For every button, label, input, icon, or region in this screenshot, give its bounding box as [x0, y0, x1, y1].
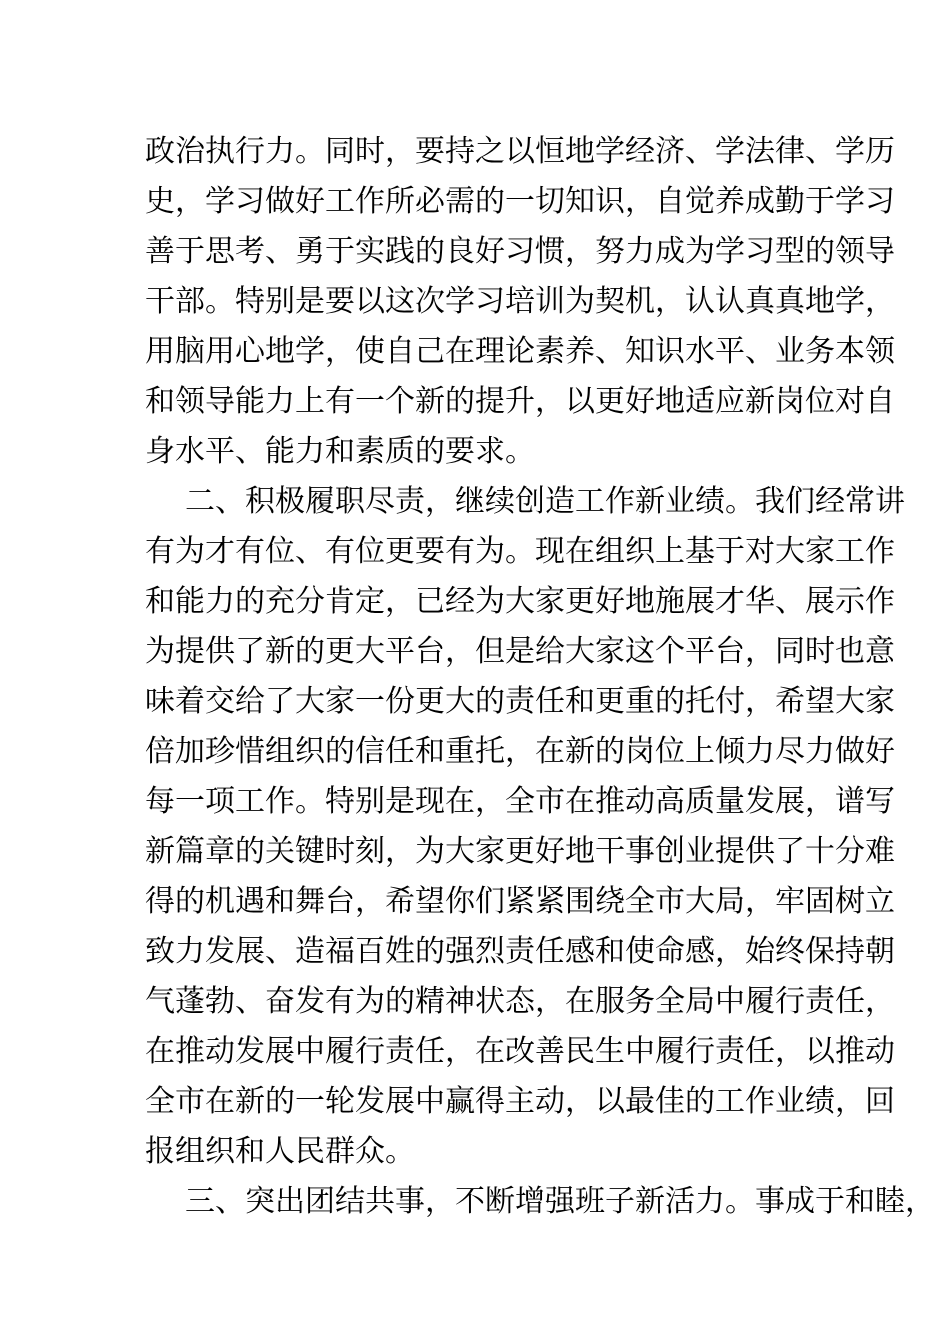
text-line: 政治执行力。同时，要持之以恒地学经济、学法律、学历: [145, 134, 895, 169]
text-line: 得的机遇和舞台，希望你们紧紧围绕全市大局，牢固树立: [145, 884, 895, 919]
paragraph-heading-line: 三、突出团结共事，不断增强班子新活力。事成于和睦，: [185, 1184, 935, 1219]
paragraph-heading-line: 二、积极履职尽责，继续创造工作新业绩。我们经常讲: [185, 484, 905, 519]
text-line: 新篇章的关键时刻，为大家更好地干事创业提供了十分难: [145, 834, 895, 869]
text-line: 报组织和人民群众。: [145, 1134, 415, 1169]
text-line: 为提供了新的更大平台，但是给大家这个平台，同时也意: [145, 634, 895, 669]
text-line: 身水平、能力和素质的要求。: [145, 434, 535, 469]
text-line: 全市在新的一轮发展中赢得主动，以最佳的工作业绩，回: [145, 1084, 895, 1119]
text-line: 倍加珍惜组织的信任和重托，在新的岗位上倾力尽力做好: [145, 734, 895, 769]
text-line: 有为才有位、有位更要有为。现在组织上基于对大家工作: [145, 534, 895, 569]
text-line: 每一项工作。特别是现在，全市在推动高质量发展，谱写: [145, 784, 895, 819]
text-line: 用脑用心地学，使自己在理论素养、知识水平、业务本领: [145, 334, 895, 369]
text-line: 在推动发展中履行责任，在改善民生中履行责任，以推动: [145, 1034, 895, 1069]
text-line: 史，学习做好工作所必需的一切知识，自觉养成勤于学习: [145, 184, 895, 219]
text-line: 致力发展、造福百姓的强烈责任感和使命感，始终保持朝: [145, 934, 895, 969]
text-line: 气蓬勃、奋发有为的精神状态，在服务全局中履行责任，: [145, 984, 895, 1019]
text-line: 干部。特别是要以这次学习培训为契机，认认真真地学，: [145, 284, 895, 319]
text-line: 味着交给了大家一份更大的责任和更重的托付，希望大家: [145, 684, 895, 719]
text-line: 和能力的充分肯定，已经为大家更好地施展才华、展示作: [145, 584, 895, 619]
text-line: 和领导能力上有一个新的提升，以更好地适应新岗位对自: [145, 384, 895, 419]
text-line: 善于思考、勇于实践的良好习惯，努力成为学习型的领导: [145, 234, 895, 269]
